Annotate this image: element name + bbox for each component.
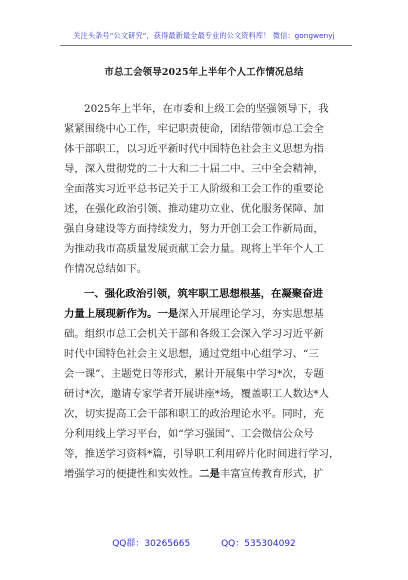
text-line: 全面落实习近平总书记关于工人阶级和工会工作的重要论 bbox=[64, 183, 324, 195]
intro-paragraph bbox=[64, 99, 352, 279]
section-1-paragraph bbox=[64, 284, 352, 484]
footer-qq: QQ：535304092 bbox=[221, 539, 296, 549]
footer-qq-group: QQ群：30265665 bbox=[112, 539, 191, 549]
text-line: 会一课”、主题党日等形式，累计开展集中学习*次，专题 bbox=[64, 368, 324, 380]
text-line: 时代中国特色社会主义思想，通过党组中心组学习、“三 bbox=[64, 348, 319, 360]
text-line: 强自身建设等方面持续发力，努力开创工会工作新局面， bbox=[64, 223, 324, 235]
point-one-closing: 增强学习的便捷性和实效性。 bbox=[64, 468, 200, 480]
text-line: 2025年上半年，在市委和上级工会的坚强领导下，我 bbox=[84, 103, 329, 115]
text-line: 础。组织市总工会机关干部和各级工会深入学习习近平新 bbox=[64, 328, 324, 340]
text-line: 研讨*次，邀请专家学者开展讲座*场，覆盖职工人数达*人 bbox=[64, 388, 329, 400]
point-one-text: 深入开展理论学习，夯实思想基 bbox=[178, 308, 324, 320]
text-line: 紧紧围绕中心工作，牢记职责使命，团结带领市总工会全 bbox=[64, 123, 324, 135]
point-one-lead: 一是 bbox=[157, 308, 179, 320]
point-two-text: 丰富宣传教育形式，扩 bbox=[219, 468, 324, 480]
section-1-heading-continued: 力量上展现新作为。 bbox=[64, 308, 158, 320]
text-line: 作情况总结如下。 bbox=[64, 263, 148, 275]
header-divider bbox=[60, 45, 352, 46]
footer-contact bbox=[0, 536, 408, 549]
text-line: 为推动我市高质量发展贡献工会力量。现将上半年个人工 bbox=[64, 243, 324, 255]
text-line: 体干部职工，以习近平新时代中国特色社会主义思想为指 bbox=[64, 143, 324, 155]
text-line bbox=[64, 304, 352, 324]
header-banner: 关注头条号“公文研究”，获得最新最全最专业的公文资料库！ 微信：gongwenyj bbox=[73, 31, 335, 40]
text-line: 次，切实提高工会干部和职工的政治理论水平。同时，充 bbox=[64, 408, 324, 420]
document-title: 市总工会领导2025年上半年个人工作情况总结 bbox=[104, 67, 304, 78]
text-line: 导，深入贯彻党的二十大和二十届二中、三中全会精神， bbox=[64, 163, 324, 175]
point-two-lead: 二是 bbox=[199, 468, 220, 480]
text-line: 分利用线上学习平台，如“学习强国”、工会微信公众号 bbox=[64, 428, 314, 440]
section-1-heading: 一、强化政治引领，筑牢职工思想根基，在凝聚奋进 bbox=[84, 288, 323, 300]
text-line bbox=[64, 464, 352, 484]
text-line: 等，推送学习资料*篇，引导职工利用碎片化时间进行学习， bbox=[64, 448, 340, 460]
text-line: 述，在强化政治引领、推动建功立业、优化服务保障、加 bbox=[64, 203, 324, 215]
